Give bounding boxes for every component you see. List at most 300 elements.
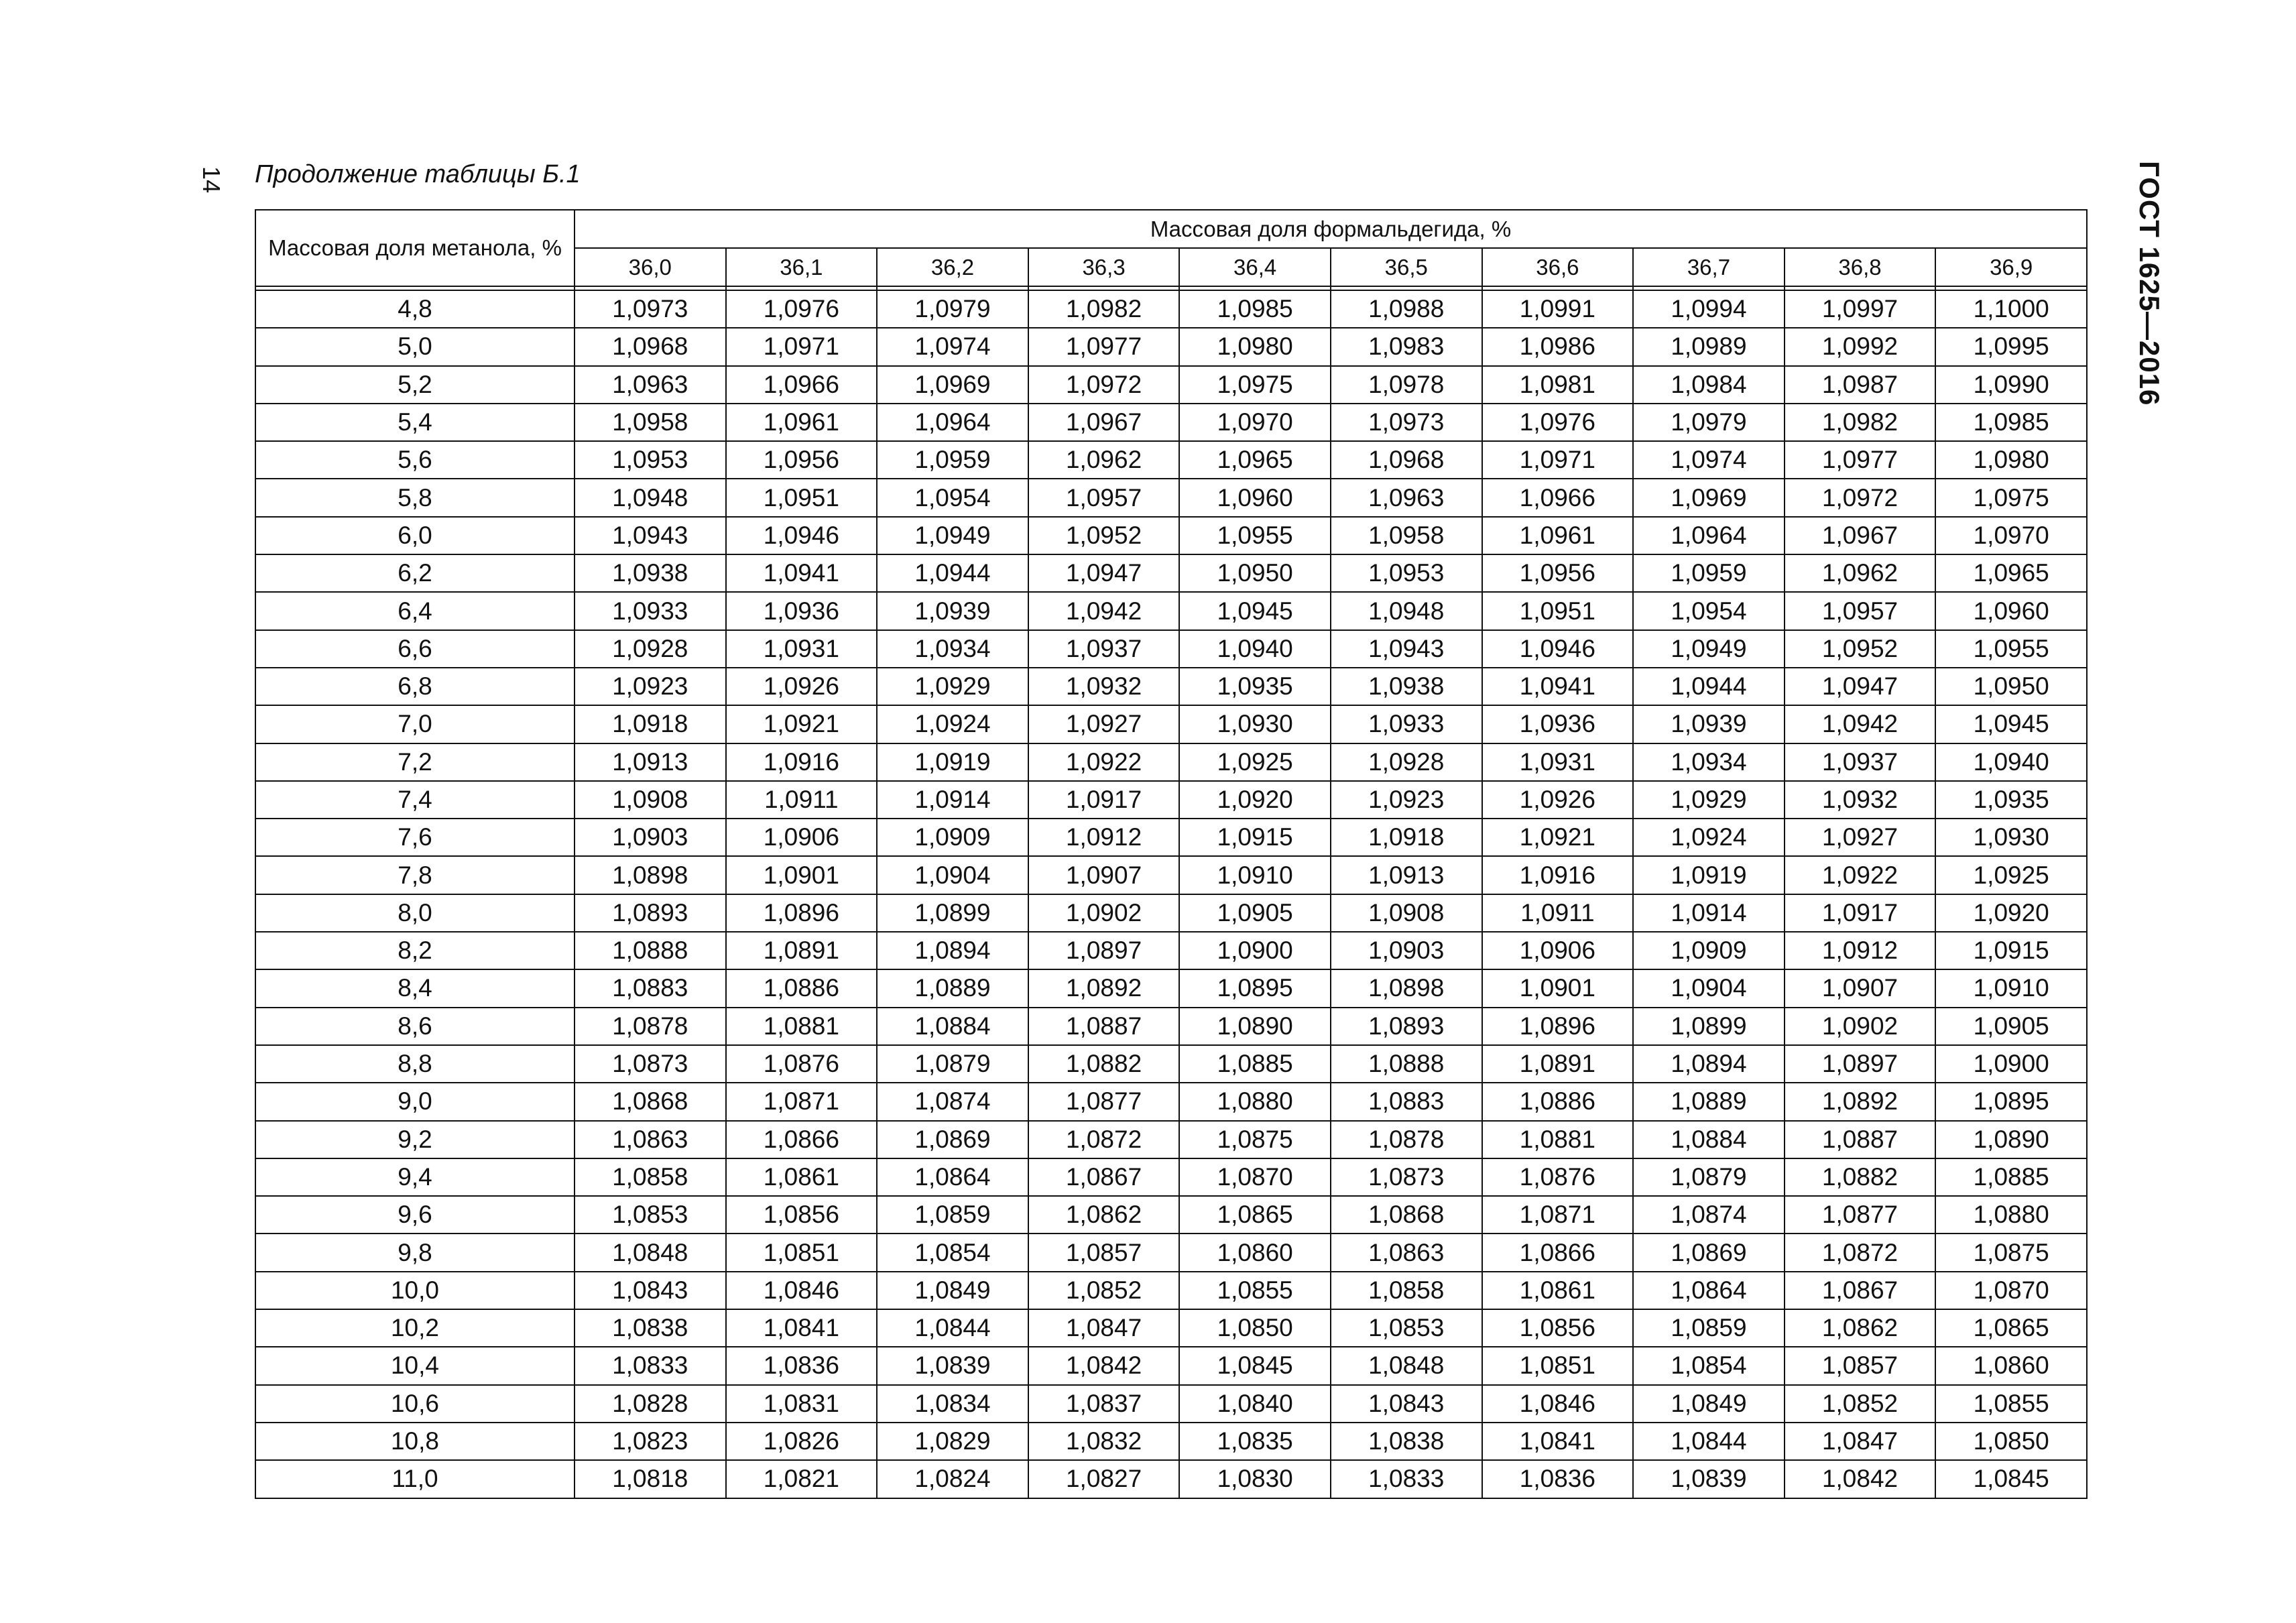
density-value-cell: 1,0939	[1633, 705, 1785, 743]
methanol-value-cell: 7,4	[255, 781, 575, 819]
density-value-cell: 1,0955	[1935, 630, 2087, 668]
density-value-cell: 1,0901	[726, 856, 878, 894]
table-row	[255, 1309, 2087, 1347]
density-value-cell: 1,0966	[726, 366, 878, 404]
table-row	[255, 1347, 2087, 1384]
density-value-cell: 1,0891	[726, 932, 878, 969]
table-row	[255, 781, 2087, 819]
density-value-cell: 1,0824	[877, 1460, 1028, 1498]
density-value-cell: 1,0930	[1179, 705, 1331, 743]
table-row	[255, 1272, 2087, 1309]
density-value-cell: 1,0938	[1331, 668, 1482, 705]
density-value-cell: 1,0942	[1028, 592, 1180, 629]
density-value-cell: 1,0902	[1028, 894, 1180, 932]
density-value-cell: 1,0895	[1935, 1083, 2087, 1120]
density-value-cell: 1,0869	[877, 1121, 1028, 1158]
density-value-cell: 1,0923	[575, 668, 726, 705]
density-value-cell: 1,0940	[1179, 630, 1331, 668]
density-value-cell: 1,0880	[1179, 1083, 1331, 1120]
density-value-cell: 1,0923	[1331, 781, 1482, 819]
density-value-cell: 1,0857	[1785, 1347, 1936, 1384]
density-value-cell: 1,0905	[1179, 894, 1331, 932]
density-value-cell: 1,0835	[1179, 1423, 1331, 1460]
density-value-cell: 1,0892	[1785, 1083, 1936, 1120]
density-value-cell: 1,0839	[877, 1347, 1028, 1384]
density-value-cell: 1,0947	[1028, 554, 1180, 592]
column-header: 36,6	[1482, 248, 1634, 286]
density-value-cell: 1,0973	[1331, 404, 1482, 441]
density-value-cell: 1,0849	[1633, 1385, 1785, 1423]
density-value-cell: 1,0882	[1785, 1158, 1936, 1196]
density-value-cell: 1,0854	[877, 1234, 1028, 1271]
density-value-cell: 1,0889	[877, 969, 1028, 1007]
methanol-value-cell: 7,0	[255, 705, 575, 743]
density-value-cell: 1,0971	[726, 328, 878, 365]
methanol-value-cell: 10,0	[255, 1272, 575, 1309]
density-value-cell: 1,0838	[1331, 1423, 1482, 1460]
density-value-cell: 1,0894	[877, 932, 1028, 969]
density-value-cell: 1,0843	[575, 1272, 726, 1309]
table-row	[255, 705, 2087, 743]
density-value-cell: 1,0877	[1785, 1196, 1936, 1234]
density-value-cell: 1,0989	[1633, 328, 1785, 365]
density-value-cell: 1,0841	[1482, 1423, 1634, 1460]
density-value-cell: 1,0950	[1179, 554, 1331, 592]
density-value-cell: 1,0898	[1331, 969, 1482, 1007]
density-value-cell: 1,0925	[1179, 743, 1331, 781]
density-value-cell: 1,0880	[1935, 1196, 2087, 1234]
density-value-cell: 1,0893	[1331, 1008, 1482, 1045]
density-value-cell: 1,0868	[1331, 1196, 1482, 1234]
density-value-cell: 1,0870	[1179, 1158, 1331, 1196]
density-value-cell: 1,0906	[726, 819, 878, 856]
density-value-cell: 1,0986	[1482, 328, 1634, 365]
table-row	[255, 1196, 2087, 1234]
density-value-cell: 1,0985	[1179, 290, 1331, 328]
density-value-cell: 1,0935	[1935, 781, 2087, 819]
column-header: 36,7	[1633, 248, 1785, 286]
density-value-cell: 1,0855	[1935, 1385, 2087, 1423]
density-value-cell: 1,0842	[1028, 1347, 1180, 1384]
density-value-cell: 1,0963	[1331, 479, 1482, 516]
density-value-cell: 1,0861	[1482, 1272, 1634, 1309]
density-value-cell: 1,0875	[1179, 1121, 1331, 1158]
density-value-cell: 1,0843	[1331, 1385, 1482, 1423]
methanol-value-cell: 10,6	[255, 1385, 575, 1423]
density-value-cell: 1,0950	[1935, 668, 2087, 705]
density-value-cell: 1,0908	[1331, 894, 1482, 932]
density-value-cell: 1,0890	[1935, 1121, 2087, 1158]
table-row	[255, 932, 2087, 969]
density-value-cell: 1,0982	[1028, 290, 1180, 328]
density-value-cell: 1,0982	[1785, 404, 1936, 441]
density-value-cell: 1,0902	[1785, 1008, 1936, 1045]
density-value-cell: 1,0970	[1935, 517, 2087, 554]
density-value-cell: 1,0956	[1482, 554, 1634, 592]
density-value-cell: 1,0957	[1785, 592, 1936, 629]
density-value-cell: 1,0960	[1935, 592, 2087, 629]
density-value-cell: 1,0939	[877, 592, 1028, 629]
density-value-cell: 1,0827	[1028, 1460, 1180, 1498]
density-value-cell: 1,0929	[877, 668, 1028, 705]
methanol-value-cell: 8,8	[255, 1045, 575, 1083]
density-value-cell: 1,0919	[1633, 856, 1785, 894]
table-row	[255, 630, 2087, 668]
density-value-cell: 1,0922	[1785, 856, 1936, 894]
density-value-cell: 1,0944	[1633, 668, 1785, 705]
density-value-cell: 1,0858	[575, 1158, 726, 1196]
density-value-cell: 1,0929	[1633, 781, 1785, 819]
density-value-cell: 1,0917	[1028, 781, 1180, 819]
formaldehyde-group-header: Массовая доля формальдегида, %	[575, 210, 2087, 248]
methanol-value-cell: 9,4	[255, 1158, 575, 1196]
density-value-cell: 1,0985	[1935, 404, 2087, 441]
density-value-cell: 1,0854	[1633, 1347, 1785, 1384]
density-value-cell: 1,0867	[1785, 1272, 1936, 1309]
density-value-cell: 1,0857	[1028, 1234, 1180, 1271]
table-row	[255, 328, 2087, 365]
density-value-cell: 1,0828	[575, 1385, 726, 1423]
density-value-cell: 1,0927	[1785, 819, 1936, 856]
density-value-cell: 1,0930	[1935, 819, 2087, 856]
density-value-cell: 1,0856	[1482, 1309, 1634, 1347]
density-value-cell: 1,0874	[1633, 1196, 1785, 1234]
density-value-cell: 1,0852	[1028, 1272, 1180, 1309]
density-value-cell: 1,0958	[1331, 517, 1482, 554]
density-value-cell: 1,0951	[1482, 592, 1634, 629]
density-value-cell: 1,0953	[1331, 554, 1482, 592]
density-value-cell: 1,0984	[1633, 366, 1785, 404]
density-value-cell: 1,0951	[726, 479, 878, 516]
density-value-cell: 1,0969	[877, 366, 1028, 404]
density-value-cell: 1,0915	[1935, 932, 2087, 969]
density-value-cell: 1,0966	[1482, 479, 1634, 516]
density-value-cell: 1,0932	[1028, 668, 1180, 705]
density-value-cell: 1,0862	[1785, 1309, 1936, 1347]
methanol-value-cell: 7,8	[255, 856, 575, 894]
page-number: 14	[198, 166, 226, 194]
density-value-cell: 1,0853	[575, 1196, 726, 1234]
density-value-cell: 1,0848	[1331, 1347, 1482, 1384]
methanol-value-cell: 11,0	[255, 1460, 575, 1498]
density-value-cell: 1,0978	[1331, 366, 1482, 404]
density-value-cell: 1,0858	[1331, 1272, 1482, 1309]
density-value-cell: 1,0976	[726, 290, 878, 328]
density-value-cell: 1,0960	[1179, 479, 1331, 516]
methanol-column-header: Массовая доля метанола, %	[255, 210, 575, 286]
density-value-cell: 1,0873	[1331, 1158, 1482, 1196]
table-row	[255, 1385, 2087, 1423]
density-value-cell: 1,0965	[1179, 441, 1331, 479]
table-row	[255, 668, 2087, 705]
density-value-cell: 1,0946	[726, 517, 878, 554]
column-header: 36,5	[1331, 248, 1482, 286]
table-row	[255, 1121, 2087, 1158]
density-value-cell: 1,0974	[877, 328, 1028, 365]
density-value-cell: 1,0911	[726, 781, 878, 819]
density-value-cell: 1,0988	[1331, 290, 1482, 328]
density-value-cell: 1,0968	[1331, 441, 1482, 479]
density-value-cell: 1,0933	[575, 592, 726, 629]
density-value-cell: 1,0992	[1785, 328, 1936, 365]
methanol-value-cell: 5,4	[255, 404, 575, 441]
density-value-cell: 1,0977	[1785, 441, 1936, 479]
methanol-value-cell: 6,2	[255, 554, 575, 592]
density-value-cell: 1,0913	[1331, 856, 1482, 894]
density-value-cell: 1,0845	[1935, 1460, 2087, 1498]
density-value-cell: 1,0859	[1633, 1309, 1785, 1347]
density-value-cell: 1,0952	[1785, 630, 1936, 668]
density-value-cell: 1,0944	[877, 554, 1028, 592]
density-value-cell: 1,0842	[1785, 1460, 1936, 1498]
density-value-cell: 1,0877	[1028, 1083, 1180, 1120]
density-value-cell: 1,0916	[1482, 856, 1634, 894]
density-value-cell: 1,0963	[575, 366, 726, 404]
density-value-cell: 1,0907	[1785, 969, 1936, 1007]
table-body	[255, 286, 2087, 1498]
density-value-cell: 1,0871	[1482, 1196, 1634, 1234]
density-value-cell: 1,0899	[877, 894, 1028, 932]
density-value-cell: 1,0920	[1179, 781, 1331, 819]
density-value-cell: 1,0860	[1179, 1234, 1331, 1271]
density-value-cell: 1,0922	[1028, 743, 1180, 781]
density-value-cell: 1,0905	[1935, 1008, 2087, 1045]
density-value-cell: 1,0961	[1482, 517, 1634, 554]
density-value-cell: 1,0894	[1633, 1045, 1785, 1083]
density-value-cell: 1,0837	[1028, 1385, 1180, 1423]
table-row	[255, 1008, 2087, 1045]
density-value-cell: 1,0943	[1331, 630, 1482, 668]
density-value-cell: 1,0864	[877, 1158, 1028, 1196]
density-value-cell: 1,0949	[877, 517, 1028, 554]
methanol-value-cell: 5,6	[255, 441, 575, 479]
density-value-cell: 1,0829	[877, 1423, 1028, 1460]
density-value-cell: 1,0911	[1482, 894, 1634, 932]
density-value-cell: 1,0987	[1785, 366, 1936, 404]
density-value-cell: 1,0898	[575, 856, 726, 894]
density-value-cell: 1,0910	[1935, 969, 2087, 1007]
density-value-cell: 1,0900	[1935, 1045, 2087, 1083]
methanol-value-cell: 10,4	[255, 1347, 575, 1384]
density-value-cell: 1,0889	[1633, 1083, 1785, 1120]
density-value-cell: 1,0909	[1633, 932, 1785, 969]
density-value-cell: 1,0887	[1028, 1008, 1180, 1045]
column-header: 36,9	[1935, 248, 2087, 286]
density-value-cell: 1,0850	[1179, 1309, 1331, 1347]
density-value-cell: 1,0870	[1935, 1272, 2087, 1309]
density-value-cell: 1,0844	[877, 1309, 1028, 1347]
density-value-cell: 1,0841	[726, 1309, 878, 1347]
density-value-cell: 1,0956	[726, 441, 878, 479]
table-row	[255, 517, 2087, 554]
density-value-cell: 1,0926	[1482, 781, 1634, 819]
density-value-cell: 1,0941	[1482, 668, 1634, 705]
density-value-cell: 1,0831	[726, 1385, 878, 1423]
density-value-cell: 1,0958	[575, 404, 726, 441]
column-header: 36,2	[877, 248, 1028, 286]
table-row	[255, 856, 2087, 894]
density-value-cell: 1,0884	[877, 1008, 1028, 1045]
table-row	[255, 969, 2087, 1007]
density-value-cell: 1,0896	[1482, 1008, 1634, 1045]
density-value-cell: 1,0962	[1028, 441, 1180, 479]
density-value-cell: 1,0860	[1935, 1347, 2087, 1384]
density-value-cell: 1,0836	[726, 1347, 878, 1384]
table-row	[255, 441, 2087, 479]
density-value-cell: 1,0901	[1482, 969, 1634, 1007]
density-value-cell: 1,0954	[877, 479, 1028, 516]
methanol-value-cell: 9,8	[255, 1234, 575, 1271]
density-value-cell: 1,0875	[1935, 1234, 2087, 1271]
density-value-cell: 1,0975	[1935, 479, 2087, 516]
density-value-cell: 1,0918	[575, 705, 726, 743]
density-value-cell: 1,0910	[1179, 856, 1331, 894]
density-value-cell: 1,0970	[1179, 404, 1331, 441]
methanol-value-cell: 6,6	[255, 630, 575, 668]
density-value-cell: 1,0833	[1331, 1460, 1482, 1498]
density-value-cell: 1,0924	[1633, 819, 1785, 856]
density-value-cell: 1,0872	[1785, 1234, 1936, 1271]
density-value-cell: 1,0994	[1633, 290, 1785, 328]
density-value-cell: 1,0885	[1935, 1158, 2087, 1196]
table-row	[255, 819, 2087, 856]
density-value-cell: 1,0907	[1028, 856, 1180, 894]
density-value-cell: 1,0888	[575, 932, 726, 969]
density-value-cell: 1,0991	[1482, 290, 1634, 328]
density-value-cell: 1,0927	[1028, 705, 1180, 743]
density-value-cell: 1,0869	[1633, 1234, 1785, 1271]
table-row	[255, 1423, 2087, 1460]
density-value-cell: 1,0846	[1482, 1385, 1634, 1423]
table-row	[255, 366, 2087, 404]
density-value-cell: 1,0881	[1482, 1121, 1634, 1158]
document-code: ГОСТ 1625—2016	[2134, 161, 2165, 406]
density-value-cell: 1,0926	[726, 668, 878, 705]
density-value-cell: 1,0914	[1633, 894, 1785, 932]
density-value-cell: 1,0974	[1633, 441, 1785, 479]
density-value-cell: 1,0876	[726, 1045, 878, 1083]
density-value-cell: 1,0826	[726, 1423, 878, 1460]
density-value-cell: 1,0957	[1028, 479, 1180, 516]
density-value-cell: 1,0882	[1028, 1045, 1180, 1083]
density-value-cell: 1,0879	[877, 1045, 1028, 1083]
density-value-cell: 1,0949	[1633, 630, 1785, 668]
density-value-cell: 1,0903	[575, 819, 726, 856]
density-value-cell: 1,0983	[1331, 328, 1482, 365]
density-value-cell: 1,0948	[575, 479, 726, 516]
density-value-cell: 1,0918	[1331, 819, 1482, 856]
density-value-cell: 1,0919	[877, 743, 1028, 781]
methanol-value-cell: 9,0	[255, 1083, 575, 1120]
density-value-cell: 1,0904	[1633, 969, 1785, 1007]
density-value-cell: 1,0881	[726, 1008, 878, 1045]
density-value-cell: 1,0967	[1785, 517, 1936, 554]
density-value-cell: 1,0979	[1633, 404, 1785, 441]
density-value-cell: 1,0947	[1785, 668, 1936, 705]
density-value-cell: 1,0830	[1179, 1460, 1331, 1498]
density-value-cell: 1,0845	[1179, 1347, 1331, 1384]
density-value-cell: 1,0851	[1482, 1347, 1634, 1384]
density-value-cell: 1,0851	[726, 1234, 878, 1271]
methanol-value-cell: 8,4	[255, 969, 575, 1007]
density-value-cell: 1,0896	[726, 894, 878, 932]
density-value-cell: 1,0995	[1935, 328, 2087, 365]
density-value-cell: 1,0953	[575, 441, 726, 479]
density-value-cell: 1,0890	[1179, 1008, 1331, 1045]
density-value-cell: 1,0933	[1331, 705, 1482, 743]
methanol-value-cell: 5,0	[255, 328, 575, 365]
density-value-cell: 1,0847	[1785, 1423, 1936, 1460]
density-value-cell: 1,0879	[1633, 1158, 1785, 1196]
density-value-cell: 1,0964	[877, 404, 1028, 441]
density-value-cell: 1,0969	[1633, 479, 1785, 516]
density-value-cell: 1,0945	[1179, 592, 1331, 629]
density-value-cell: 1,0965	[1935, 554, 2087, 592]
density-value-cell: 1,0912	[1785, 932, 1936, 969]
table-row	[255, 1045, 2087, 1083]
density-value-cell: 1,0846	[726, 1272, 878, 1309]
density-value-cell: 1,0924	[877, 705, 1028, 743]
density-value-cell: 1,0916	[726, 743, 878, 781]
density-value-cell: 1,0967	[1028, 404, 1180, 441]
methanol-value-cell: 5,2	[255, 366, 575, 404]
density-value-cell: 1,0871	[726, 1083, 878, 1120]
density-value-cell: 1,0818	[575, 1460, 726, 1498]
density-value-cell: 1,0937	[1028, 630, 1180, 668]
density-value-cell: 1,0979	[877, 290, 1028, 328]
density-value-cell: 1,0895	[1179, 969, 1331, 1007]
density-value-cell: 1,0887	[1785, 1121, 1936, 1158]
density-value-cell: 1,0968	[575, 328, 726, 365]
density-value-cell: 1,0872	[1028, 1121, 1180, 1158]
density-value-cell: 1,0952	[1028, 517, 1180, 554]
density-value-cell: 1,0897	[1028, 932, 1180, 969]
density-table	[255, 209, 2088, 1499]
density-value-cell: 1,0891	[1482, 1045, 1634, 1083]
density-value-cell: 1,0906	[1482, 932, 1634, 969]
density-value-cell: 1,1000	[1935, 290, 2087, 328]
density-value-cell: 1,0954	[1633, 592, 1785, 629]
density-value-cell: 1,0832	[1028, 1423, 1180, 1460]
column-header: 36,3	[1028, 248, 1180, 286]
density-value-cell: 1,0971	[1482, 441, 1634, 479]
density-value-cell: 1,0980	[1935, 441, 2087, 479]
density-value-cell: 1,0834	[877, 1385, 1028, 1423]
methanol-value-cell: 5,8	[255, 479, 575, 516]
methanol-value-cell: 8,6	[255, 1008, 575, 1045]
table-row	[255, 404, 2087, 441]
density-value-cell: 1,0903	[1331, 932, 1482, 969]
methanol-value-cell: 9,2	[255, 1121, 575, 1158]
density-value-cell: 1,0883	[575, 969, 726, 1007]
density-value-cell: 1,0892	[1028, 969, 1180, 1007]
density-value-cell: 1,0959	[1633, 554, 1785, 592]
density-value-cell: 1,0941	[726, 554, 878, 592]
methanol-value-cell: 6,4	[255, 592, 575, 629]
density-value-cell: 1,0909	[877, 819, 1028, 856]
table-row	[255, 894, 2087, 932]
table-row	[255, 554, 2087, 592]
density-value-cell: 1,0886	[1482, 1083, 1634, 1120]
table-row	[255, 1158, 2087, 1196]
density-value-cell: 1,0972	[1028, 366, 1180, 404]
density-value-cell: 1,0897	[1785, 1045, 1936, 1083]
density-value-cell: 1,0838	[575, 1309, 726, 1347]
density-value-cell: 1,0917	[1785, 894, 1936, 932]
density-value-cell: 1,0934	[1633, 743, 1785, 781]
table-caption: Продолжение таблицы Б.1	[255, 160, 581, 188]
density-value-cell: 1,0865	[1179, 1196, 1331, 1234]
